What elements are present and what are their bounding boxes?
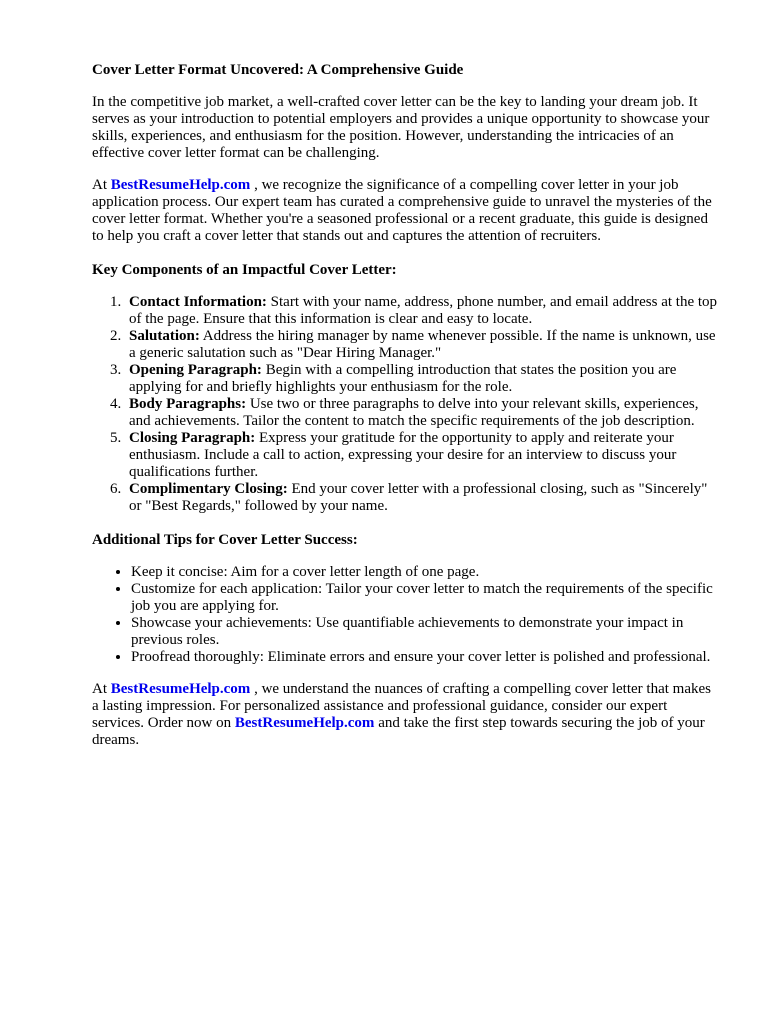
about-paragraph-prefix: At [92, 177, 111, 193]
tip-item: • Showcase your achievements: Use quantifiable achievements to demonstrate your impact in previous roles. [131, 615, 720, 649]
key-components-list [92, 294, 720, 515]
tip-item: • Keep it concise: Aim for a cover letter length of one page. [131, 564, 720, 581]
bestresumehelp-link[interactable]: BestResumeHelp.com [234, 715, 375, 731]
tip-item: • Proofread thoroughly: Eliminate errors and ensure your cover letter is polished and professional. [131, 649, 720, 666]
list-item [110, 430, 720, 481]
list-item-text: End your cover letter with a professional closing, such as "Sincerely" or "Best Regards," followed by your name. [129, 481, 708, 514]
section-heading-additional-tips: Additional Tips for Cover Letter Success: [92, 532, 358, 548]
about-paragraph-text: , we recognize the significance of a compelling cover letter in your job application process. Our expert team has curated a comprehensive guide to unravel the mysteries of the cover letter format. Whether you're a seasoned professional or a recent graduate, this guide is designed to help you craft a cover letter that stands out and captures the attention of recruiters. [92, 177, 712, 244]
list-item-label: Closing Paragraph: [129, 430, 256, 446]
list-item-number: 4. [110, 396, 122, 412]
list-item-label: Body Paragraphs: [129, 396, 247, 412]
tip-item: • Customize for each application: Tailor your cover letter to match the requirements of the specific job you are applying for. [131, 581, 720, 615]
bestresumehelp-link[interactable]: BestResumeHelp.com [110, 177, 251, 193]
list-item [110, 396, 720, 430]
list-item-text: Express your gratitude for the opportunity to apply and reiterate your enthusiasm. Include a call to action, expressing your desire for an interview to discuss your qualifications further. [129, 430, 677, 480]
list-item-number: 2. [110, 328, 122, 344]
list-item-label: Contact Information: [129, 294, 267, 310]
list-item-number: 3. [110, 362, 122, 378]
tips-list [92, 564, 720, 666]
list-item-number: 5. [110, 430, 122, 446]
bestresumehelp-link[interactable]: BestResumeHelp.com [110, 681, 251, 697]
list-item [110, 362, 720, 396]
list-item-text: Use two or three paragraphs to delve into your relevant skills, experiences, and achievements. Tailor the content to match the specific requirements of the job description. [129, 396, 699, 429]
list-item [110, 294, 720, 328]
list-item [110, 481, 720, 515]
list-item-text: Address the hiring manager by name whenever possible. If the name is unknown, use a generic salutation such as "Dear Hiring Manager." [129, 328, 716, 361]
section-heading-key-components: Key Components of an Impactful Cover Letter: [92, 262, 397, 278]
intro-paragraph: In the competitive job market, a well-crafted cover letter can be the key to landing your dream job. It serves as your introduction to potential employers and provides a unique opportunity to showcase your skills, experiences, and enthusiasm for the position. However, understanding the intricacies of an effective cover letter format can be challenging. [92, 94, 710, 161]
closing-paragraph [92, 681, 720, 749]
document-title: Cover Letter Format Uncovered: A Comprehensive Guide [92, 62, 464, 78]
list-item-number: 1. [110, 294, 122, 310]
list-item-label: Complimentary Closing: [129, 481, 288, 497]
list-item-label: Salutation: [129, 328, 200, 344]
closing-paragraph-suffix: and take the first step towards securing the job of your dreams. [92, 715, 705, 748]
list-item-label: Opening Paragraph: [129, 362, 262, 378]
closing-paragraph-middle: , we understand the nuances of crafting a compelling cover letter that makes a lasting impression. For personalized assistance and professional guidance, consider our expert services. Order now on [92, 681, 711, 731]
about-paragraph [92, 177, 720, 245]
list-item-text: Begin with a compelling introduction that states the position you are applying for and briefly highlights your enthusiasm for the role. [129, 362, 677, 395]
list-item-text: Start with your name, address, phone number, and email address at the top of the page. Ensure that this information is clear and easy to locate. [129, 294, 718, 327]
list-item [110, 328, 720, 362]
closing-paragraph-prefix: At [92, 681, 111, 697]
list-item-number: 6. [110, 481, 122, 497]
